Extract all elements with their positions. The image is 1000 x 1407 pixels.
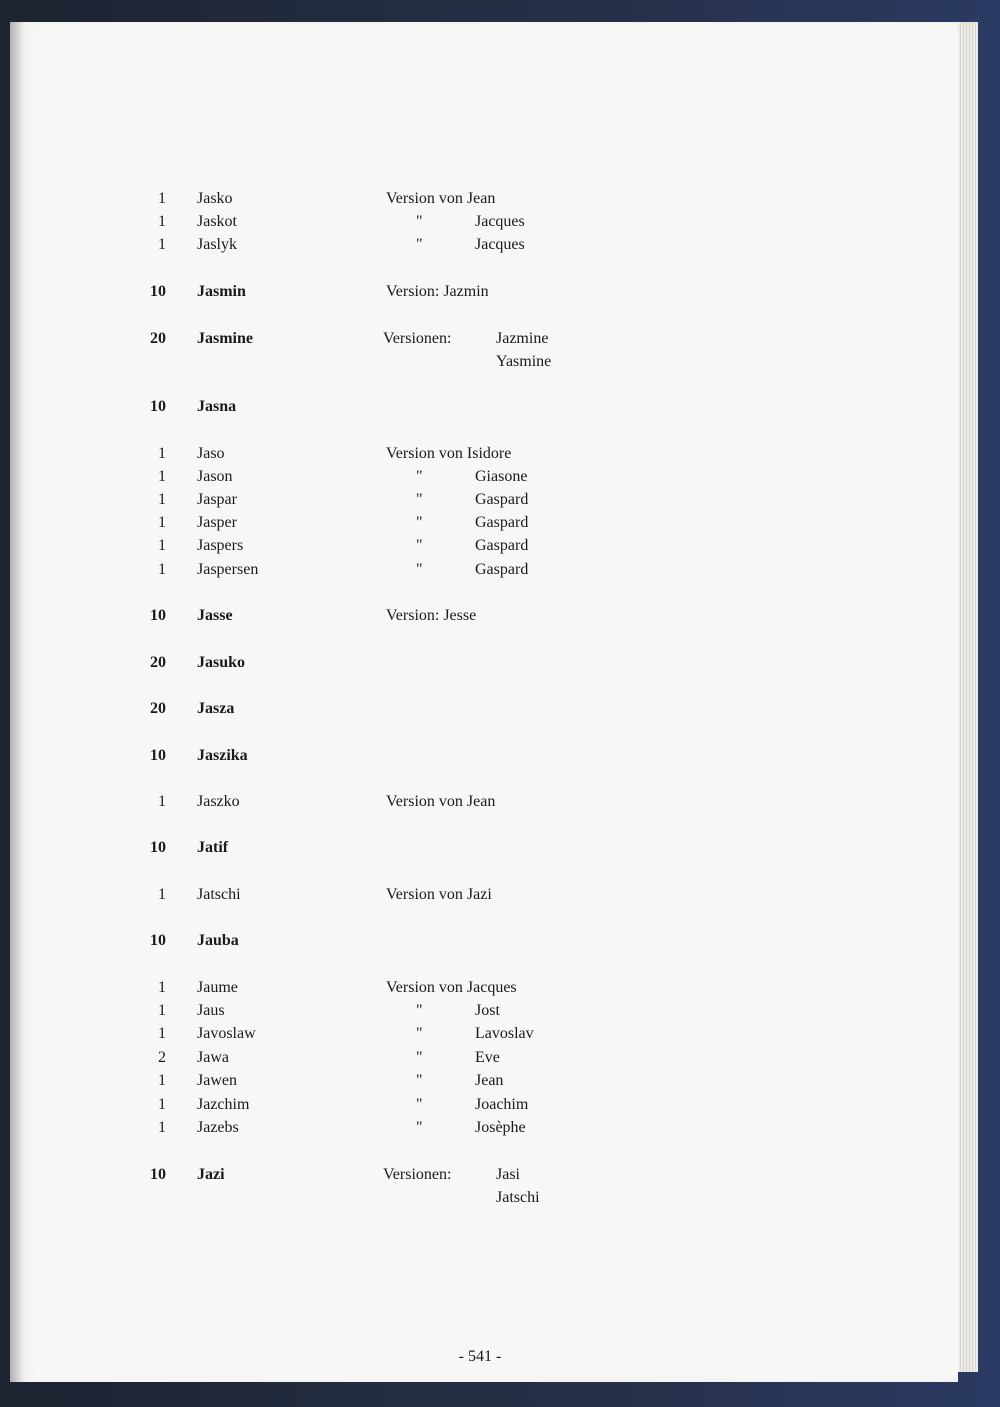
entry-name: Jatschi <box>197 886 241 903</box>
entry-description: Version: Jesse <box>386 607 477 624</box>
page-gutter <box>10 22 24 1382</box>
entry-name: Jaspers <box>197 537 244 554</box>
entry-target: Lavoslav <box>475 1025 534 1042</box>
entry-name: Jauba <box>197 932 239 949</box>
entry-frequency: 1 <box>158 514 166 531</box>
entry-frequency: 10 <box>150 932 166 949</box>
entry-frequency: 1 <box>158 1002 166 1019</box>
entry-name: Jasper <box>197 514 237 531</box>
entry-frequency: 10 <box>150 398 166 415</box>
entry-name: Jaszika <box>197 747 248 764</box>
page-edges <box>958 22 978 1372</box>
entry-description: Version von Isidore <box>386 445 512 462</box>
page-number: - 541 - <box>458 1348 502 1365</box>
entry-name: Jaspersen <box>197 561 259 578</box>
entry-target: Eve <box>475 1049 500 1066</box>
entry-frequency: 1 <box>158 793 166 810</box>
entry-description: " <box>416 236 423 253</box>
entry-frequency: 1 <box>158 1119 166 1136</box>
entry-name: Jaskot <box>197 213 237 230</box>
entry-frequency: 1 <box>158 886 166 903</box>
entry-description: " <box>416 491 423 508</box>
entry-frequency: 1 <box>158 1025 166 1042</box>
entry-description: Version von Jacques <box>386 979 517 996</box>
entry-target: Jacques <box>475 213 525 230</box>
entry-name: Jaso <box>197 445 225 462</box>
entry-frequency: 1 <box>158 537 166 554</box>
entry-description: Version: Jazmin <box>386 283 489 300</box>
entry-name: Jaume <box>197 979 238 996</box>
entry-name: Jawen <box>197 1072 237 1089</box>
entry-frequency: 1 <box>158 1072 166 1089</box>
entry-target: Gaspard <box>475 491 529 508</box>
entry-name: Jason <box>197 468 233 485</box>
entry-description: Version von Jean <box>386 793 496 810</box>
entry-target: Jasi <box>496 1166 520 1183</box>
entry-frequency: 1 <box>158 445 166 462</box>
entry-target: Jacques <box>475 236 525 253</box>
entry-name: Jasza <box>197 700 235 717</box>
entry-frequency: 1 <box>158 190 166 207</box>
entry-description: " <box>416 468 423 485</box>
entry-name: Jasuko <box>197 654 246 671</box>
entry-name: Javoslaw <box>197 1025 256 1042</box>
entry-frequency: 1 <box>158 213 166 230</box>
entry-target: Jazmine <box>496 330 549 347</box>
entry-description: " <box>416 1049 423 1066</box>
entry-description: " <box>416 537 423 554</box>
entry-name: Jaslyk <box>197 236 237 253</box>
entry-name: Jaus <box>197 1002 225 1019</box>
entry-name: Jaspar <box>197 491 237 508</box>
entry-target: Gaspard <box>475 537 529 554</box>
entry-target: Gaspard <box>475 561 529 578</box>
entry-name: Jazchim <box>197 1096 250 1113</box>
entry-target: Jatschi <box>496 1189 540 1206</box>
entry-description: " <box>416 1025 423 1042</box>
entry-description: " <box>416 1002 423 1019</box>
entry-frequency: 20 <box>150 330 166 347</box>
entry-description: " <box>416 1072 423 1089</box>
entry-target: Yasmine <box>496 353 552 370</box>
entry-frequency: 10 <box>150 283 166 300</box>
entry-frequency: 1 <box>158 468 166 485</box>
entry-frequency: 1 <box>158 561 166 578</box>
entry-description: " <box>416 1096 423 1113</box>
entry-description: Version von Jazi <box>386 886 492 903</box>
entry-description: " <box>416 213 423 230</box>
entry-frequency: 20 <box>150 654 166 671</box>
entry-target: Josèphe <box>475 1119 526 1136</box>
entry-name: Jaszko <box>197 793 240 810</box>
entry-frequency: 1 <box>158 979 166 996</box>
entry-frequency: 10 <box>150 747 166 764</box>
entry-target: Jost <box>475 1002 500 1019</box>
entry-description: " <box>416 561 423 578</box>
entry-target: Joachim <box>475 1096 529 1113</box>
entry-name: Jazebs <box>197 1119 239 1136</box>
entry-frequency: 2 <box>158 1049 166 1066</box>
entry-target: Giasone <box>475 468 528 485</box>
entry-frequency: 1 <box>158 236 166 253</box>
entry-name: Jasse <box>197 607 233 624</box>
entry-frequency: 1 <box>158 491 166 508</box>
entry-name: Jazi <box>197 1166 225 1183</box>
entry-name: Jasmine <box>197 330 253 347</box>
entry-name: Jasna <box>197 398 237 415</box>
entry-frequency: 10 <box>150 1166 166 1183</box>
entry-description: " <box>416 1119 423 1136</box>
entry-frequency: 10 <box>150 607 166 624</box>
entry-description: Version von Jean <box>386 190 496 207</box>
entry-frequency: 20 <box>150 700 166 717</box>
entry-description: Versionen: <box>383 1166 452 1183</box>
entry-description: " <box>416 514 423 531</box>
entry-name: Jasmin <box>197 283 246 300</box>
entry-name: Jasko <box>197 190 233 207</box>
entry-frequency: 1 <box>158 1096 166 1113</box>
entry-name: Jatif <box>197 839 229 856</box>
entry-target: Jean <box>475 1072 504 1089</box>
entry-frequency: 10 <box>150 839 166 856</box>
entry-name: Jawa <box>197 1049 229 1066</box>
entry-description: Versionen: <box>383 330 452 347</box>
entry-target: Gaspard <box>475 514 529 531</box>
